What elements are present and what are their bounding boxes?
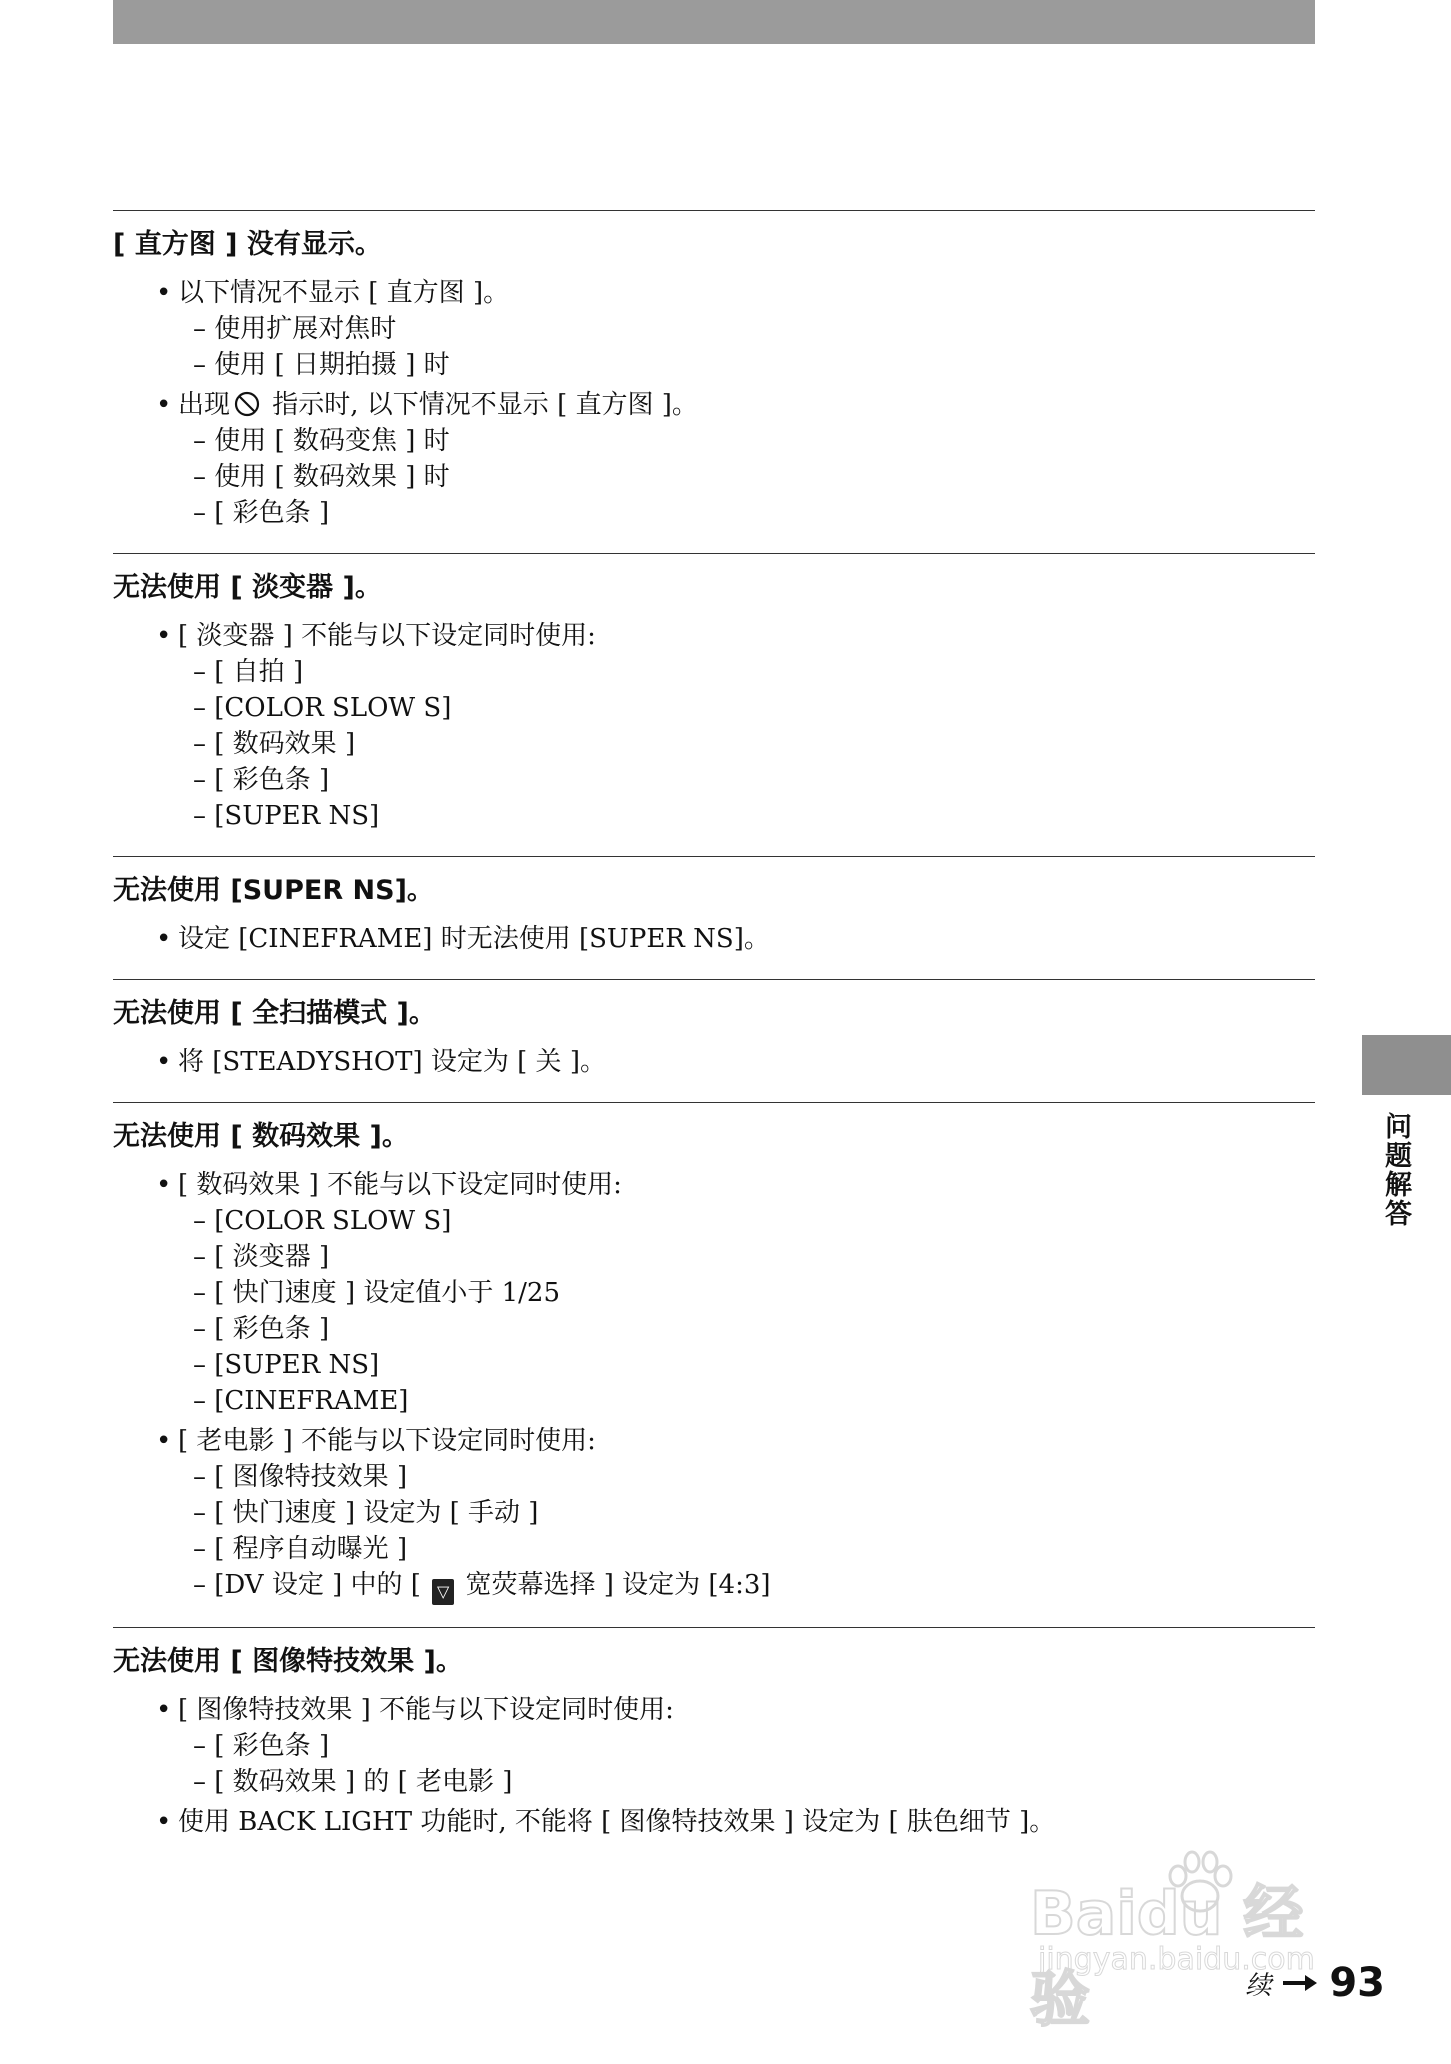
- sub-item: – [ 彩色条 ]: [193, 495, 1315, 531]
- bullet-item: [178, 387, 1315, 423]
- troubleshooting-content: [113, 210, 1315, 1862]
- bullet-text-after: 指示时, 以下情况不显示 [ 直方图 ]。: [264, 390, 698, 420]
- sub-item: – [ 数码效果 ]: [193, 726, 1315, 762]
- section-fader: [113, 553, 1315, 834]
- sub-item: – [ 图像特技效果 ]: [193, 1459, 1315, 1495]
- sub-list: [193, 1203, 1315, 1419]
- sub-item: – [SUPER NS]: [193, 1347, 1315, 1383]
- prohibited-icon: [234, 391, 260, 417]
- section-full-scan: [113, 979, 1315, 1080]
- bullet-item: • 使用 BACK LIGHT 功能时, 不能将 [ 图像特技效果 ] 设定为 [ 肤色细节 ]。: [178, 1804, 1315, 1840]
- section-title: 无法使用 [ 数码效果 ]。: [113, 1121, 409, 1152]
- sub-item: – 使用 [ 日期拍摄 ] 时: [193, 347, 1315, 383]
- bullet-item: • [ 老电影 ] 不能与以下设定同时使用:: [178, 1423, 1315, 1459]
- sub-item: – [CINEFRAME]: [193, 1383, 1315, 1419]
- section-super-ns: [113, 856, 1315, 957]
- sub-item: – 使用扩展对焦时: [193, 311, 1315, 347]
- sub-item: – [SUPER NS]: [193, 798, 1315, 834]
- sub-item: – [ 快门速度 ] 设定为 [ 手动 ]: [193, 1495, 1315, 1531]
- sub-item: – [ 程序自动曝光 ]: [193, 1531, 1315, 1567]
- bullet-text-before: 出现: [178, 390, 231, 420]
- sub-item: – [ 自拍 ]: [193, 654, 1315, 690]
- sub-text-after: 宽荧幕选择 ] 设定为 [4:3]: [457, 1570, 771, 1600]
- top-header-bar: [113, 0, 1315, 44]
- sub-list: [193, 311, 1315, 383]
- sub-text-before: [DV 设定 ] 中的 [: [214, 1570, 430, 1600]
- sub-list: [193, 1459, 1315, 1605]
- sub-item: – [ 数码效果 ] 的 [ 老电影 ]: [193, 1764, 1315, 1800]
- page-number: 93: [1329, 1960, 1385, 2006]
- sub-list: [193, 1728, 1315, 1800]
- watermark-url: jingyan.baidu.com: [1038, 1942, 1315, 1977]
- bullet-item: • 将 [STEADYSHOT] 设定为 [ 关 ]。: [178, 1044, 1315, 1080]
- section-title: 无法使用 [ 淡变器 ]。: [113, 572, 382, 603]
- sub-item: – [COLOR SLOW S]: [193, 1203, 1315, 1239]
- sub-item: – [ 彩色条 ]: [193, 1311, 1315, 1347]
- sub-item: – [COLOR SLOW S]: [193, 690, 1315, 726]
- sub-item: – [ 快门速度 ] 设定值小于 1/25: [193, 1275, 1315, 1311]
- section-title: 无法使用 [ 全扫描模式 ]。: [113, 998, 436, 1029]
- watermark-logo-text: Baidu 经验: [1030, 1879, 1304, 2035]
- section-title: 无法使用 [ 图像特技效果 ]。: [113, 1646, 463, 1677]
- bullet-item: • [ 淡变器 ] 不能与以下设定同时使用:: [178, 618, 1315, 654]
- sub-list: [193, 654, 1315, 834]
- page-footer: [1245, 1960, 1385, 2006]
- sub-list: [193, 423, 1315, 531]
- arrow-right-icon: [1281, 1973, 1319, 1993]
- bullet-item: • 设定 [CINEFRAME] 时无法使用 [SUPER NS]。: [178, 921, 1315, 957]
- sub-item: – 使用 [ 数码效果 ] 时: [193, 459, 1315, 495]
- side-tab-marker: [1362, 1035, 1451, 1095]
- section-title: [ 直方图 ] 没有显示。: [113, 229, 382, 260]
- bullet-item: • [ 数码效果 ] 不能与以下设定同时使用:: [178, 1167, 1315, 1203]
- section-picture-effect: [113, 1627, 1315, 1840]
- sub-item: – 使用 [ 数码变焦 ] 时: [193, 423, 1315, 459]
- sub-item: – [ 彩色条 ]: [193, 1728, 1315, 1764]
- section-digital-effect: [113, 1102, 1315, 1605]
- sub-item: – [ 淡变器 ]: [193, 1239, 1315, 1275]
- bullet-item: • 以下情况不显示 [ 直方图 ]。: [178, 275, 1315, 311]
- sub-item: [193, 1567, 1315, 1605]
- wide-mode-icon: ▽: [432, 1579, 454, 1605]
- continued-label: 续: [1245, 1970, 1272, 2001]
- section-title: 无法使用 [SUPER NS]。: [113, 875, 434, 906]
- sub-item: – [ 彩色条 ]: [193, 762, 1315, 798]
- side-tab-label: 问题解答: [1380, 1112, 1411, 1228]
- section-histogram: [113, 210, 1315, 531]
- bullet-item: • [ 图像特技效果 ] 不能与以下设定同时使用:: [178, 1692, 1315, 1728]
